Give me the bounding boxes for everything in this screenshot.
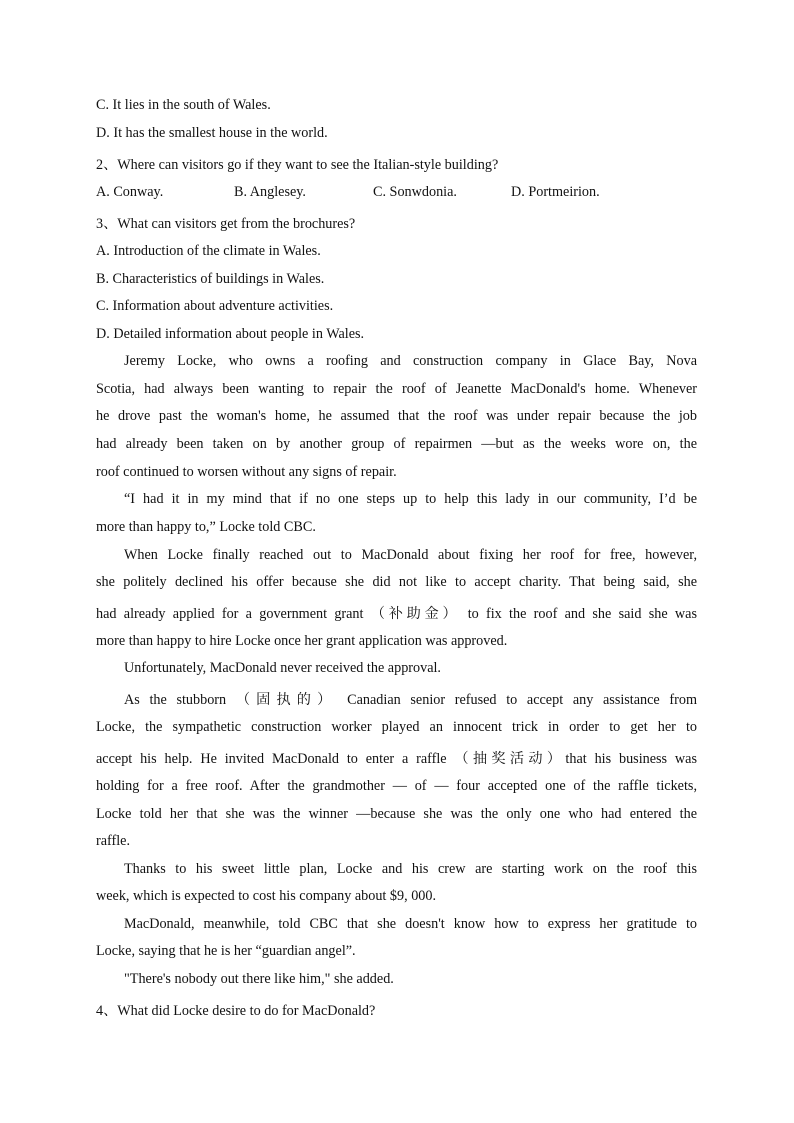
q1-option-d: D. It has the smallest house in the world. bbox=[96, 125, 328, 141]
passage-line: more than happy to hire Locke once her grant application was approved. bbox=[96, 633, 508, 649]
q2-option-b: B. Anglesey. bbox=[234, 184, 306, 200]
passage-line: week, which is expected to cost his company about $9, 000. bbox=[96, 888, 437, 904]
q2-option-d: D. Portmeirion. bbox=[511, 184, 600, 200]
passage-line: "There's nobody out there like him," she added. bbox=[124, 971, 394, 987]
passage-line: had already applied for a government grant （补助金） to fix the roof and she said she was bbox=[96, 606, 697, 622]
passage-line: she politely declined his offer because she did not like to accept charity. That being said, she bbox=[96, 574, 697, 590]
passage-line: As the stubborn （固执的） Canadian senior refused to accept any assistance from bbox=[124, 692, 697, 708]
q3-option-a: A. Introduction of the climate in Wales. bbox=[96, 243, 321, 259]
q3-option-d: D. Detailed information about people in Wales. bbox=[96, 326, 365, 342]
passage-line: “I had it in my mind that if no one steps up to help this lady in our community, I’d be bbox=[124, 491, 697, 507]
q3-option-c: C. Information about adventure activities. bbox=[96, 298, 334, 314]
passage-line: had already been taken on by another group of repairmen —but as the weeks wore on, the bbox=[96, 436, 697, 452]
passage-line: Locke, the sympathetic construction worker played an innocent trick in order to get her to bbox=[96, 719, 697, 735]
q3-option-b: B. Characteristics of buildings in Wales. bbox=[96, 271, 325, 287]
passage-line: When Locke finally reached out to MacDonald about fixing her roof for free, however, bbox=[124, 547, 697, 563]
q4-question: 4、What did Locke desire to do for MacDonald? bbox=[96, 1003, 376, 1019]
passage-line: Locke told her that she was the winner —because she was the only one who had entered the bbox=[96, 806, 697, 822]
q2-question: 2、Where can visitors go if they want to see the Italian-style building? bbox=[96, 157, 499, 173]
passage-line: Scotia, had always been wanting to repair the roof of Jeanette MacDonald's home. Whenever bbox=[96, 381, 697, 397]
passage-line: he drove past the woman's home, he assumed that the roof was under repair because the job bbox=[96, 408, 697, 424]
passage-line: MacDonald, meanwhile, told CBC that she doesn't know how to express her gratitude to bbox=[124, 916, 697, 932]
passage-line: accept his help. He invited MacDonald to enter a raffle （抽奖活动）that his business was bbox=[96, 751, 697, 767]
passage-line: Locke, saying that he is her “guardian angel”. bbox=[96, 943, 356, 959]
q2-option-c: C. Sonwdonia. bbox=[373, 184, 457, 200]
passage-line: Thanks to his sweet little plan, Locke and his crew are starting work on the roof this bbox=[124, 861, 697, 877]
q1-option-c: C. It lies in the south of Wales. bbox=[96, 97, 271, 113]
passage-line: raffle. bbox=[96, 833, 130, 849]
passage-line: more than happy to,” Locke told CBC. bbox=[96, 519, 316, 535]
passage-line: Unfortunately, MacDonald never received the approval. bbox=[124, 660, 441, 676]
q3-question: 3、What can visitors get from the brochures? bbox=[96, 216, 356, 232]
q2-option-a: A. Conway. bbox=[96, 184, 164, 200]
passage-line: holding for a free roof. After the grandmother — of — four accepted one of the raffle tickets, bbox=[96, 778, 697, 794]
passage-line: Jeremy Locke, who owns a roofing and construction company in Glace Bay, Nova bbox=[124, 353, 697, 369]
passage-line: roof continued to worsen without any signs of repair. bbox=[96, 464, 397, 480]
